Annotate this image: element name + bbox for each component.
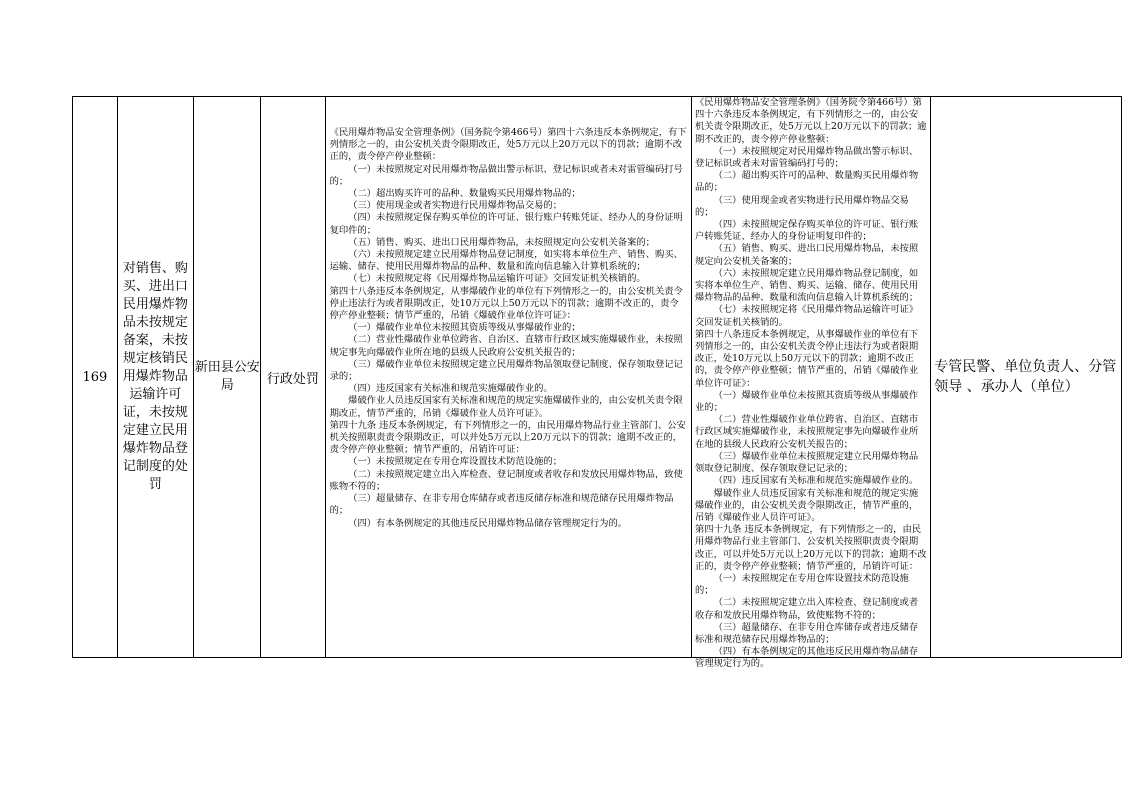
row-number: 169: [73, 97, 118, 658]
basis-paragraph: （七）未按照规定将《民用爆炸物品运输许可证》交回发证机关核销的。: [348, 273, 646, 285]
basis-paragraph: （四）未按照规定保存购买单位的许可证、银行账户转账凭证、经办人的身份证明复印件的；: [329, 212, 683, 236]
basis-paragraph: （四）有本条例规定的其他违反民用爆炸物品储存管理规定行为的。: [694, 646, 919, 670]
basis-paragraph: 第四十八条违反本条例规定，从事爆破作业的单位有下列情形之一的，由公安机关责令停止违法行为或者限期改正，处10万元以上50万元以下的罚款；逾期不改正的，责令停产停业整顿；情节严重的，吊销《爆破作业单位许可证》：: [329, 285, 683, 322]
basis-paragraph: 《民用爆炸物品安全管理条例》（国务院令第466号）第四十六条违反本条例规定，有下列情形之一的，由公安机关责令限期改正，处5万元以上20万元以下的罚款；逾期不改正的，责令停产停业整顿：: [329, 127, 687, 163]
basis-paragraph: （五）销售、购买、进出口民用爆炸物品，未按照规定向公安机关备案的；: [694, 243, 919, 267]
basis-paragraph: （六）未按照规定建立民用爆炸物品登记制度，如实将本单位生产、销售、购买、运输、储存、使用民用爆炸物品的品种、数量和流向信息输入计算机系统的；: [694, 267, 919, 304]
basis-paragraph: 《民用爆炸物品安全管理条例》（国务院令第466号）第四十六条违反本条例规定，有下列情形之一的，由公安机关责令限期改正，处5万元以上20万元以下的罚款；逾期不改正的，责令停产停业整顿：: [694, 97, 927, 145]
basis-paragraph: （一）未按照规定在专用仓库设置技术防范设施的；: [348, 456, 562, 468]
basis-paragraph: （二）未按照规定建立出入库检查、登记制度或者收存和发放民用爆炸物品，致使账物不符的；: [329, 468, 683, 492]
basis-paragraph: 第四十九条 违反本条例规定，有下列情形之一的，由民用爆炸物品行业主管部门、公安机关按照职责责令限期改正，可以并处5万元以上20万元以下的罚款；逾期不改正的，责令停产停业整顿；情节严重的，吊销许可证：: [329, 419, 686, 456]
legal-basis-cell-repeat: [691, 97, 930, 670]
basis-paragraph: 爆破作业人员违反国家有关标准和规范的规定实施爆破作业的，由公安机关责令限期改正，情节严重的，吊销《爆破作业人员许可证》。: [329, 395, 683, 419]
basis-paragraph: （三）爆破作业单位未按照规定建立民用爆炸物品领取登记制度、保存领取登记记录的；: [694, 450, 919, 475]
basis-paragraph: （三）超量储存、在非专用仓库储存或者违反储存标准和规范储存民用爆炸物品的；: [329, 493, 674, 517]
basis-paragraph: （五）销售、购买、进出口民用爆炸物品，未按照规定向公安机关备案的；: [348, 236, 655, 248]
basis-paragraph: 第四十九条 违反本条例规定，有下列情形之一的，由民用爆炸物品行业主管部门、公安机关按照职责责令限期改正，可以并处5万元以上20万元以下的罚款；逾期不改正的，责令停产停业整顿；情节严重的，吊销许可证：: [694, 524, 927, 572]
basis-paragraph: （三）使用现金或者实物进行民用爆炸物品交易的；: [694, 194, 909, 218]
legal-basis-cell: [325, 97, 691, 658]
basis-paragraph: 爆破作业人员违反国家有关标准和规范的规定实施爆破作业的，由公安机关责令限期改正，情节严重的，吊销《爆破作业人员许可证》。: [694, 487, 919, 523]
basis-paragraph: （六）未按照规定建立民用爆炸物品登记制度，如实将本单位生产、销售、购买、运输、储存、使用民用爆炸物品的品种、数量和流向信息输入计算机系统的；: [329, 249, 683, 273]
basis-paragraph: （三）使用现金或者实物进行民用爆炸物品交易的；: [348, 200, 562, 212]
basis-paragraph: （二）营业性爆破作业单位跨省、自治区、直辖市行政区域实施爆破作业，未按照规定事先向爆破作业所在地的县级人民政府公安机关报告的；: [694, 414, 919, 450]
basis-paragraph: （二）营业性爆破作业单位跨省、自治区、直辖市行政区域实施爆破作业，未按照规定事先向爆破作业所在地的县级人民政府公安机关报告的；: [329, 334, 683, 358]
basis-paragraph: （一）未按照规定对民用爆炸物品做出警示标识、登记标识或者未对雷管编码打号的；: [694, 145, 919, 170]
basis-paragraph: （二）超出购买许可的品种、数量购买民用爆炸物品的；: [694, 170, 919, 194]
legal-basis-text: [326, 97, 691, 657]
table-row: [73, 97, 1122, 658]
basis-paragraph: 第四十八条违反本条例规定，从事爆破作业的单位有下列情形之一的，由公安机关责令停止违法行为或者限期改正，处10万元以上50万元以下的罚款；逾期不改正的，责令停产停业整顿；情节严重的，吊销《爆破作业单位许可证》：: [694, 328, 919, 389]
basis-paragraph: （四）未按照规定保存购买单位的许可证、银行账户转账凭证、经办人的身份证明复印件的；: [694, 219, 919, 243]
basis-paragraph: （二）未按照规定建立出入库检查、登记制度或者收存和发放民用爆炸物品，致使账物不符的；: [694, 597, 919, 621]
implementing-agency: 新田县公安局: [194, 97, 261, 658]
responsible-parties: 专管民警、单位负责人、分管领导 、承办人（单位）: [931, 97, 1122, 658]
basis-paragraph: （四）有本条例规定的其他违反民用爆炸物品储存管理规定行为的。: [348, 517, 628, 529]
basis-paragraph: （四）违反国家有关标准和规范实施爆破作业的。: [713, 475, 919, 487]
matter-category: 行政处罚: [261, 97, 325, 658]
matter-name: 对销售、购买、进出口民用爆炸物品未按规定备案，未按规定核销民用爆炸物品运输许可证，未按规定建立民用爆炸物品登记制度的处罚: [117, 97, 193, 658]
basis-paragraph: （三）超量储存、在非专用仓库储存或者违反储存标准和规范储存民用爆炸物品的；: [694, 621, 919, 645]
basis-paragraph: （一）未按照规定对民用爆炸物品做出警示标识、登记标识或者未对雷管编码打号的；: [329, 163, 683, 187]
penalty-table: [72, 96, 1122, 670]
basis-paragraph: （一）未按照规定在专用仓库设置技术防范设施的；: [694, 572, 909, 597]
basis-paragraph: （七）未按照规定将《民用爆炸物品运输许可证》交回发证机关核销的。: [694, 304, 919, 328]
basis-paragraph: （一）爆破作业单位未按照其资质等级从事爆破作业的；: [694, 389, 919, 414]
basis-paragraph: （四）违反国家有关标准和规范实施爆破作业的。: [348, 383, 553, 395]
basis-paragraph: （一）爆破作业单位未按照其资质等级从事爆破作业的；: [348, 322, 581, 334]
basis-paragraph: （二）超出购买许可的品种、数量购买民用爆炸物品的；: [348, 188, 581, 200]
basis-paragraph: （三）爆破作业单位未按照规定建立民用爆炸物品领取登记制度、保存领取登记记录的；: [329, 358, 683, 383]
legal-basis-text-repeat: [692, 97, 930, 670]
